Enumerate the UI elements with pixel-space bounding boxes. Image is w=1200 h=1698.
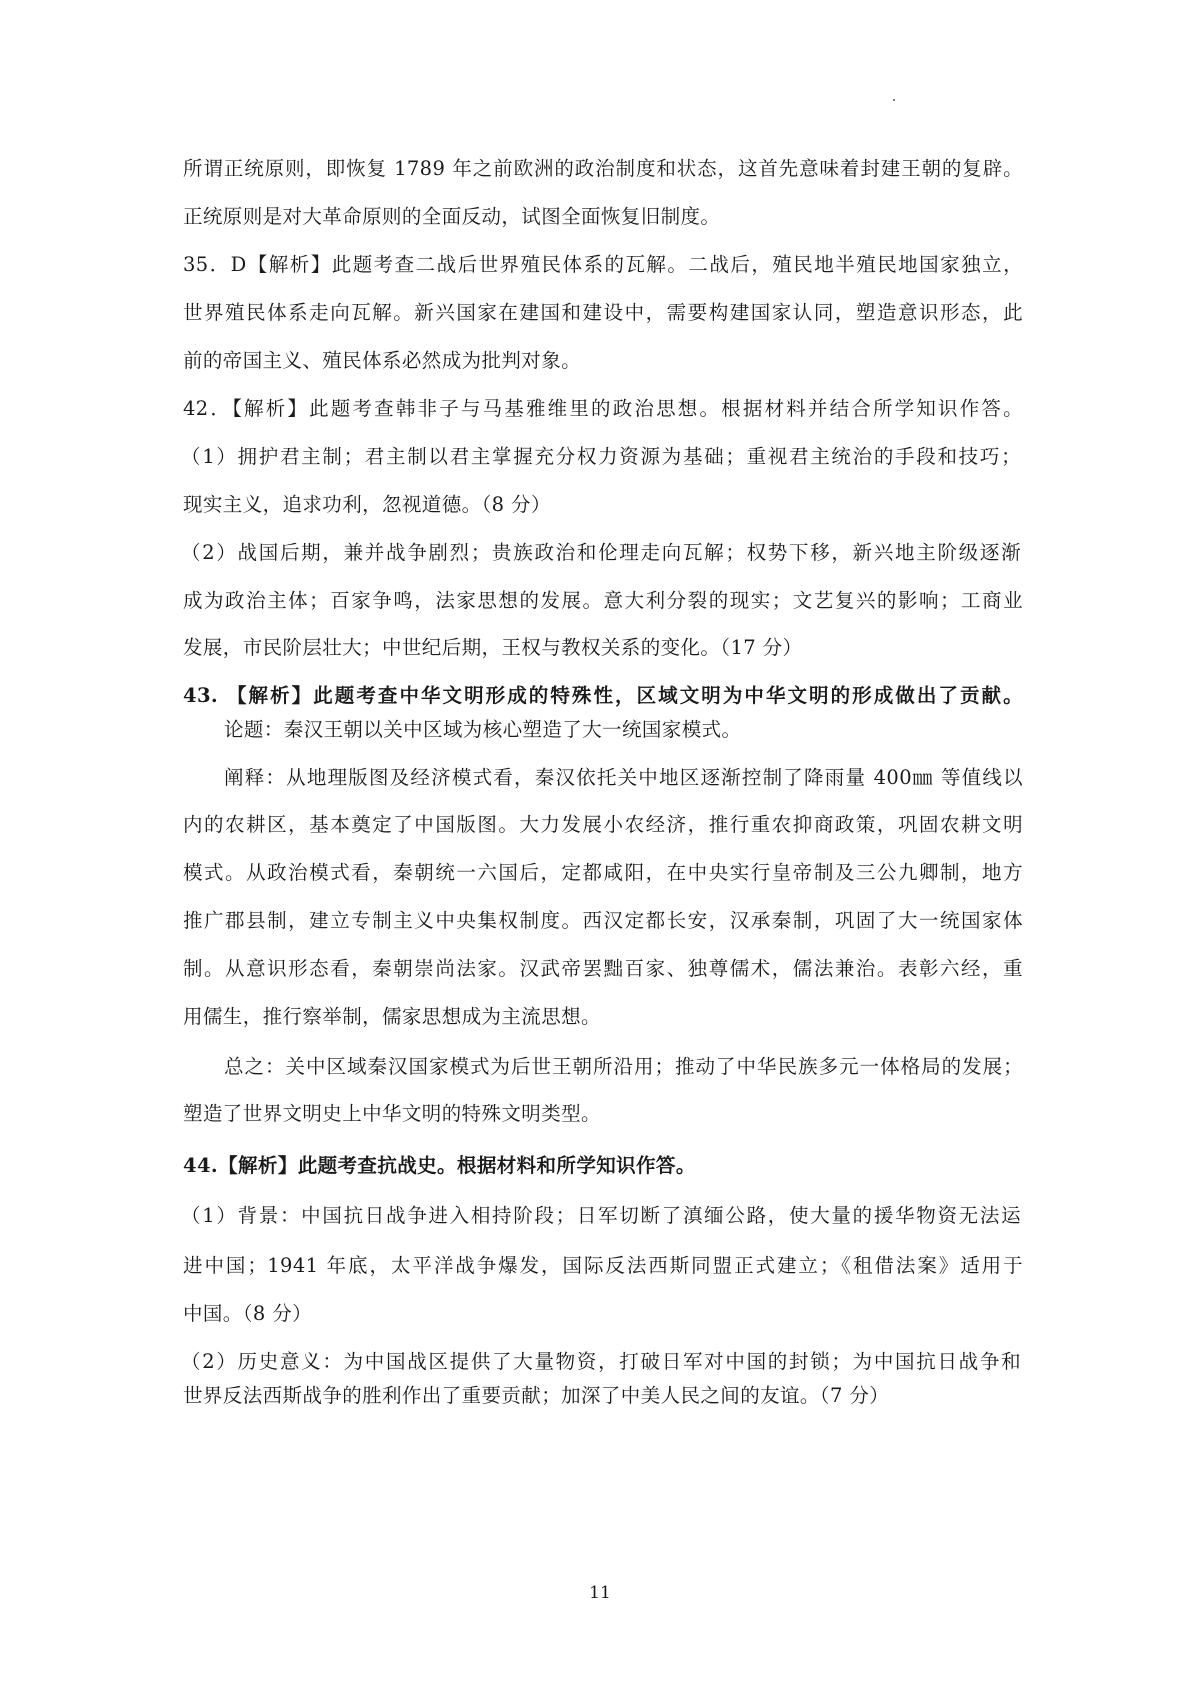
text-line: 进中国；1941 年底，太平洋战争爆发，国际反法西斯同盟正式建立；《租借法案》适用于 bbox=[183, 1254, 1023, 1277]
text-line: 世界殖民体系走向瓦解。新兴国家在建国和建设中，需要构建国家认同，塑造意识形态，此 bbox=[183, 301, 1023, 324]
text-line: 论题：秦汉王朝以关中区域为核心塑造了大一统国家模式。 bbox=[224, 718, 742, 741]
text-line: 模式。从政治模式看，秦朝统一六国后，定都咸阳，在中央实行皇帝制及三公九卿制，地方 bbox=[183, 861, 1023, 884]
page-number: 11 bbox=[589, 1583, 611, 1603]
text-line: 中国。（8 分） bbox=[183, 1302, 313, 1325]
text-line: 塑造了世界文明史上中华文明的特殊文明类型。 bbox=[183, 1102, 601, 1125]
text-line: （2）战国后期，兼并战争剧烈；贵族政治和伦理走向瓦解；权势下移，新兴地主阶级逐渐 bbox=[181, 541, 1021, 564]
text-line: 所谓正统原则，即恢复 1789 年之前欧洲的政治制度和状态，这首先意味着封建王朝的复辟。 bbox=[183, 157, 1023, 180]
text-line: （1）拥护君主制；君主制以君主掌握充分权力资源为基础；重视君主统治的手段和技巧； bbox=[181, 445, 1021, 468]
text-line: 推广郡县制，建立专制主义中央集权制度。西汉定都长安，汉承秦制，巩固了大一统国家体 bbox=[183, 909, 1023, 932]
text-line: 现实主义，追求功利，忽视道德。（8 分） bbox=[183, 493, 551, 516]
text-line: 正统原则是对大革命原则的全面反动，试图全面恢复旧制度。 bbox=[183, 205, 721, 228]
text-line: 用儒生，推行察举制，儒家思想成为主流思想。 bbox=[183, 1005, 601, 1028]
text-line: 内的农耕区，基本奠定了中国版图。大力发展小农经济，推行重农抑商政策，巩固农耕文明 bbox=[183, 813, 1023, 836]
scan-dot bbox=[893, 99, 895, 101]
text-line: 35．D【解析】此题考查二战后世界殖民体系的瓦解。二战后，殖民地半殖民地国家独立， bbox=[183, 253, 1023, 276]
text-line: 发展，市民阶层壮大；中世纪后期，王权与教权关系的变化。（17 分） bbox=[183, 636, 803, 659]
text-line: 阐释：从地理版图及经济模式看，秦汉依托关中地区逐渐控制了降雨量 400㎜ 等值线以 bbox=[224, 766, 1023, 789]
text-line: （1）背景：中国抗日战争进入相持阶段；日军切断了滇缅公路，使大量的援华物资无法运 bbox=[181, 1204, 1021, 1227]
section-heading-43: 43. 【解析】此题考查中华文明形成的特殊性，区域文明为中华文明的形成做出了贡献。 bbox=[183, 684, 1023, 707]
text-line: （2）历史意义：为中国战区提供了大量物资，打破日军对中国的封锁；为中国抗日战争和 bbox=[181, 1350, 1021, 1373]
text-line: 成为政治主体；百家争鸣，法家思想的发展。意大利分裂的现实；文艺复兴的影响；工商业 bbox=[183, 589, 1023, 612]
text-line: 总之：关中区域秦汉国家模式为后世王朝所沿用；推动了中华民族多元一体格局的发展； bbox=[224, 1055, 1023, 1078]
text-line: 世界反法西斯战争的胜利作出了重要贡献；加深了中美人民之间的友谊。（7 分） bbox=[183, 1384, 890, 1407]
text-line: 42．【解析】此题考查韩非子与马基雅维里的政治思想。根据材料并结合所学知识作答。 bbox=[183, 397, 1023, 420]
text-line: 前的帝国主义、殖民体系必然成为批判对象。 bbox=[183, 349, 582, 372]
section-heading-44: 44.【解析】此题考查抗战史。根据材料和所学知识作答。 bbox=[183, 1154, 696, 1177]
text-line: 制。从意识形态看，秦朝崇尚法家。汉武帝罢黜百家、独尊儒术，儒法兼治。表彰六经，重 bbox=[183, 957, 1023, 980]
